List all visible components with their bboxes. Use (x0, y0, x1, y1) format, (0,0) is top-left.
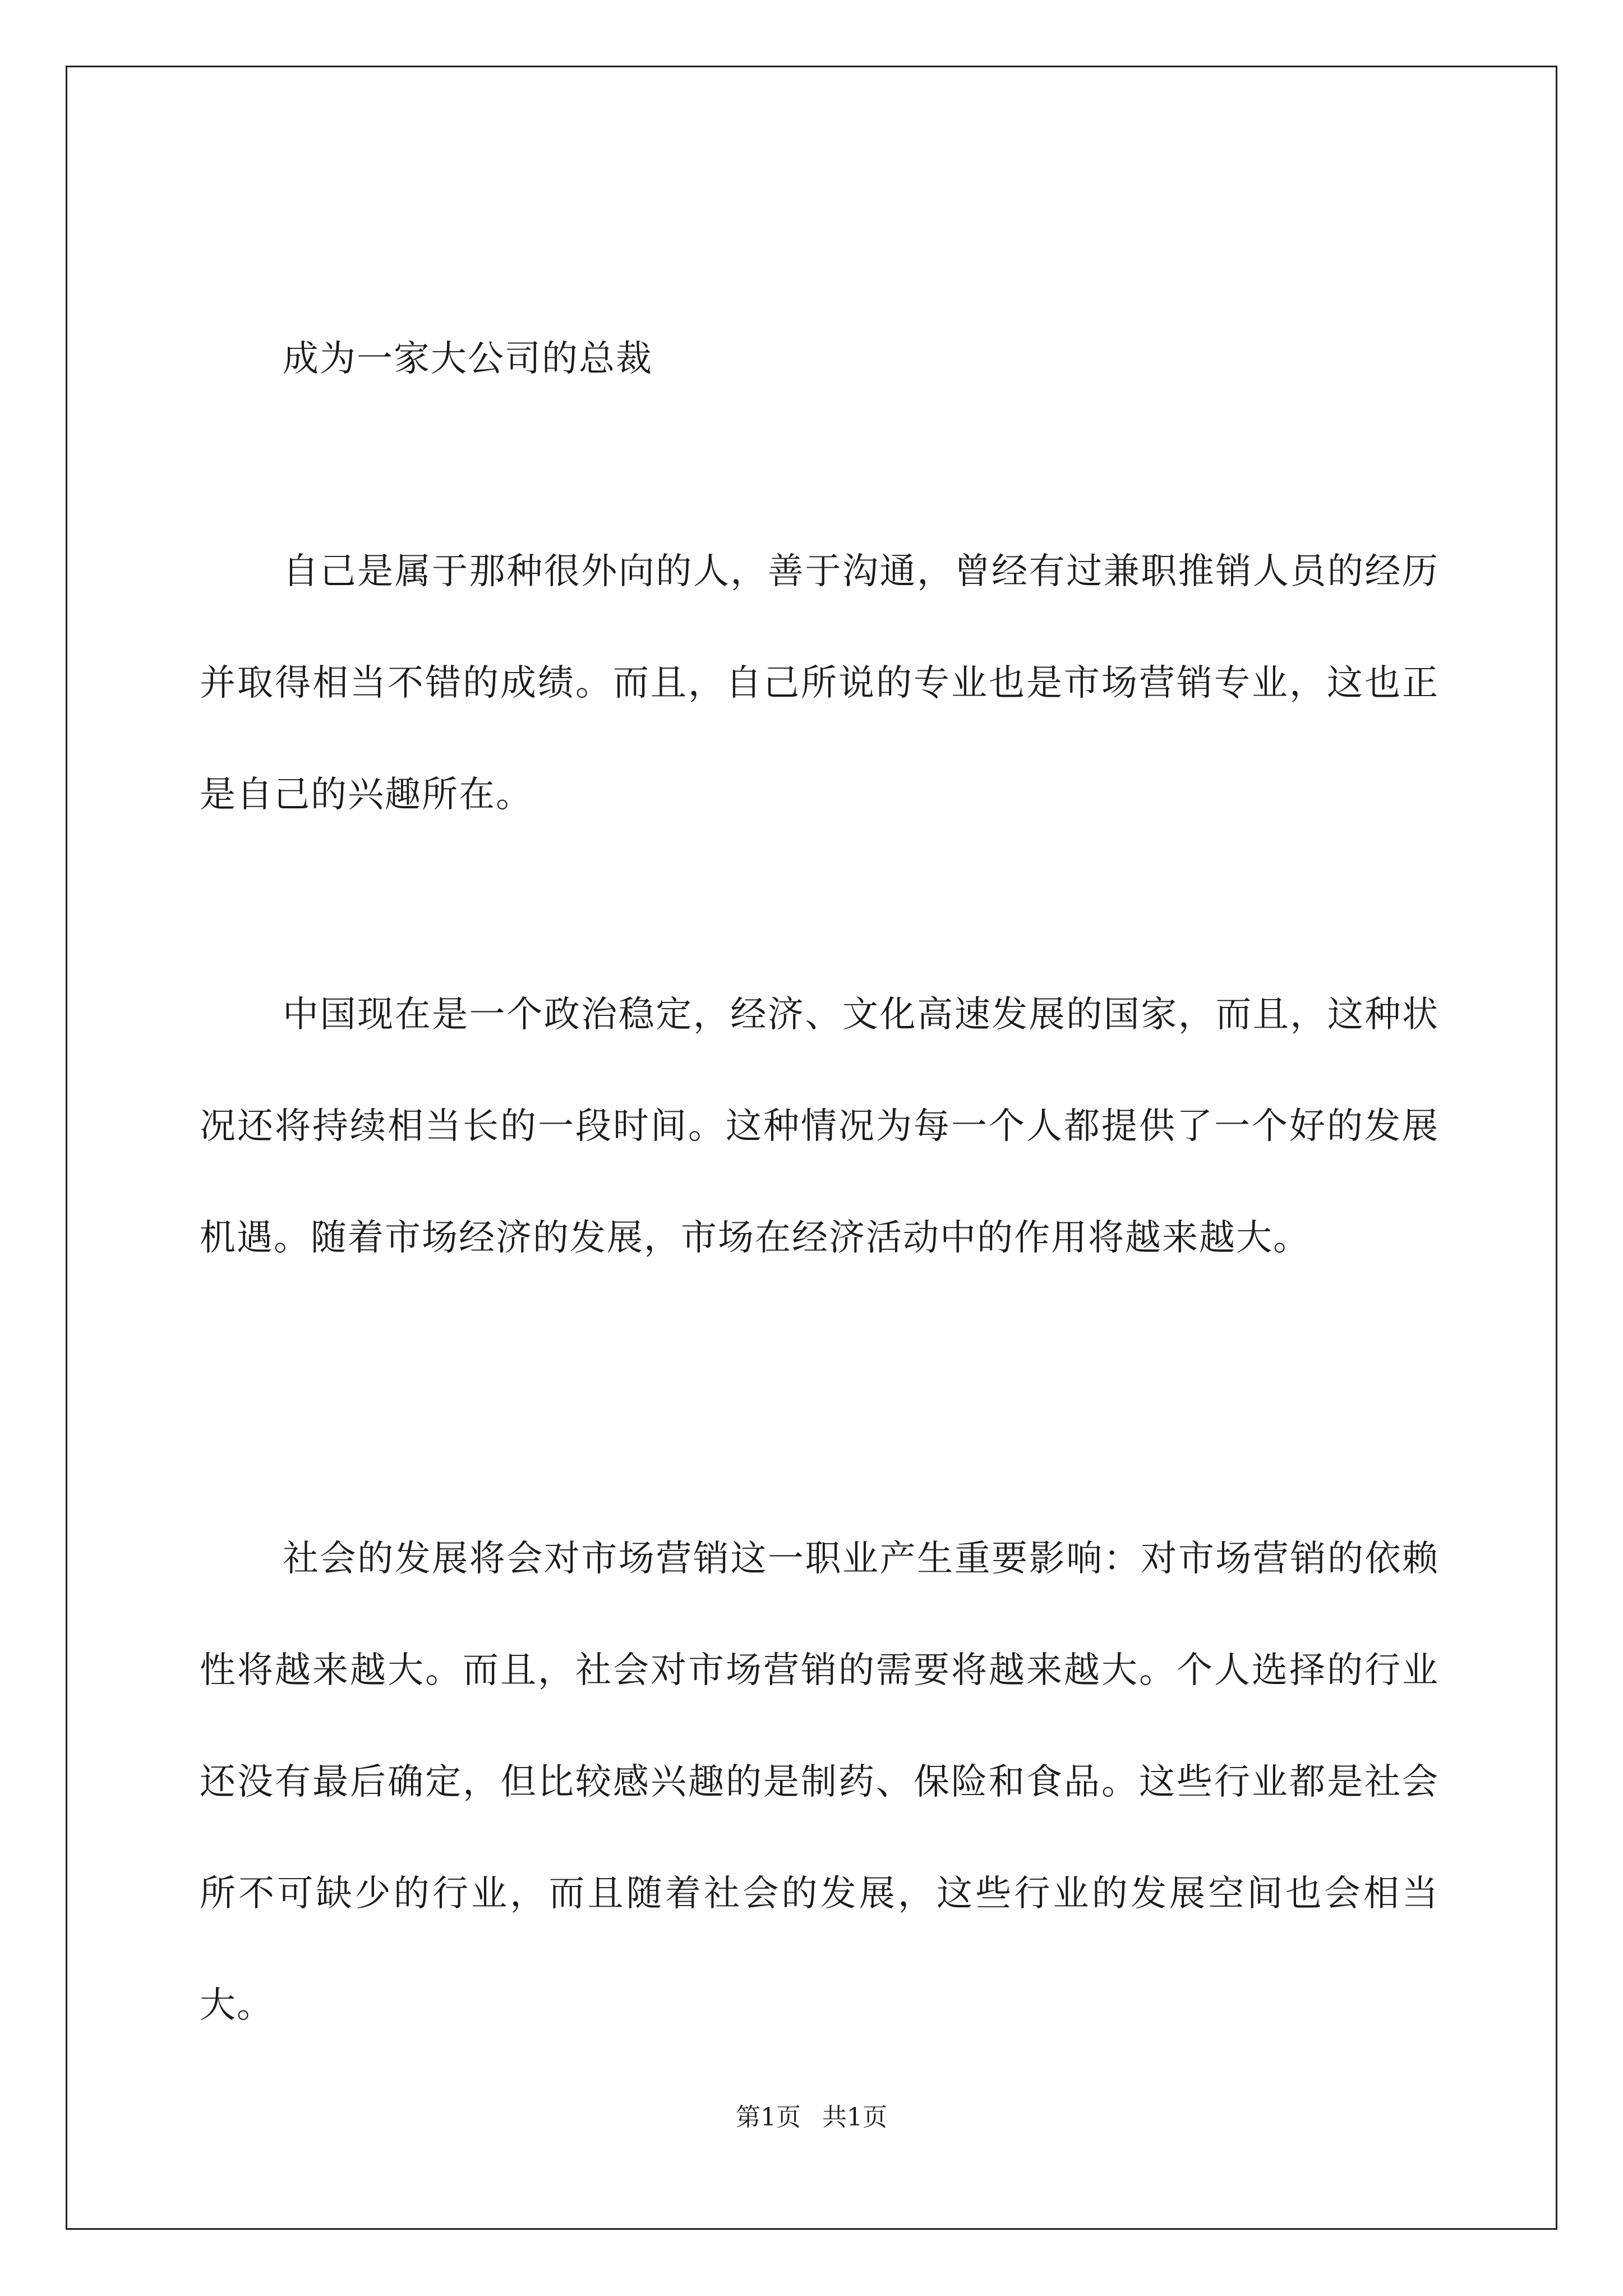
paragraph-2: 中国现在是一个政治稳定，经济、文化高速发展的国家，而且，这种状况还将持续相当长的一段时间。这种情况为每一个人都提供了一个好的发展机遇。随着市场经济的发展，市场在经济活动中的作用将越来越大。 (200, 994, 1439, 1259)
page-number-total: 共1页 (822, 2103, 887, 2132)
paragraph-3: 社会的发展将会对市场营销这一职业产生重要影响：对市场营销的依赖性将越来越大。而且，社会对市场营销的需要将越来越大。个人选择的行业还没有最后确定，但比较感兴趣的是制药、保险和食品。这些行业都是社会所不可缺少的行业，而且随着社会的发展，这些行业的发展空间也会相当大。 (200, 1538, 1439, 2026)
page-footer (0, 2101, 1623, 2134)
paragraph-1: 自己是属于那种很外向的人，善于沟通，曾经有过兼职推销人员的经历并取得相当不错的成绩。而且，自己所说的专业也是市场营销专业，这也正是自己的兴趣所在。 (200, 551, 1439, 816)
document-title: 成为一家大公司的总裁 (283, 338, 653, 380)
page-number-current: 第1页 (736, 2103, 801, 2132)
